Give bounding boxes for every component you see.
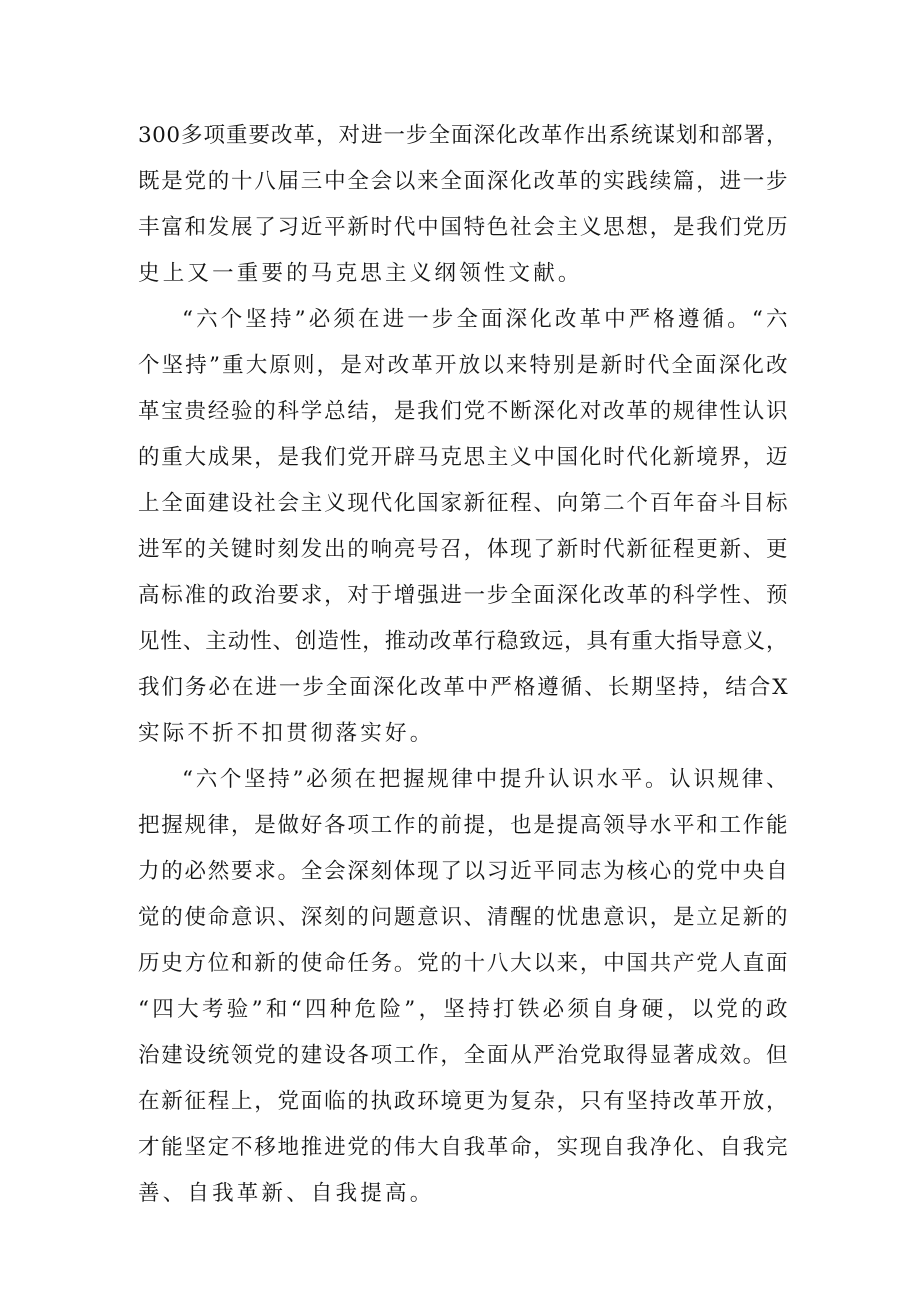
text-line: 才能坚定不移地推进党的伟大自我革命，实现自我净化、自我完: [138, 1135, 788, 1160]
text-line: 实际不折不扣贯彻落实好。: [138, 721, 435, 746]
text-line: “六个坚持”必须在把握规律中提升认识水平。认识规律、: [182, 767, 788, 792]
text-line: 觉的使命意识、深刻的问题意识、清醒的忧患意识，是立足新的: [138, 905, 788, 930]
text-line: 我们务必在进一步全面深化改革中严格遵循、长期坚持，结合X: [138, 675, 788, 700]
text-line: 高标准的政治要求，对于增强进一步全面深化改革的科学性、预: [138, 583, 788, 608]
paragraph-1: [138, 113, 788, 297]
text-line: 见性、主动性、创造性，推动改革行稳致远，具有重大指导意义，: [138, 629, 788, 654]
text-line: 力的必然要求。全会深刻体现了以习近平同志为核心的党中央自: [138, 859, 788, 884]
text-line: 个坚持”重大原则，是对改革开放以来特别是新时代全面深化改: [138, 353, 788, 378]
text-line: 的重大成果，是我们党开辟马克思主义中国化时代化新境界，迈: [138, 445, 788, 470]
text-line: 进军的关键时刻发出的响亮号召，体现了新时代新征程更新、更: [138, 537, 788, 562]
text-line: 治建设统领党的建设各项工作，全面从严治党取得显著成效。但: [138, 1043, 788, 1068]
text-line: “六个坚持”必须在进一步全面深化改革中严格遵循。“六: [182, 307, 788, 332]
text-line: 上全面建设社会主义现代化国家新征程、向第二个百年奋斗目标: [138, 491, 788, 516]
text-line: 把握规律，是做好各项工作的前提，也是提高领导水平和工作能: [138, 813, 788, 838]
text-line: 历史方位和新的使命任务。党的十八大以来，中国共产党人直面: [138, 951, 788, 976]
text-line: 既是党的十八届三中全会以来全面深化改革的实践续篇，进一步: [138, 169, 788, 194]
text-line: 在新征程上，党面临的执政环境更为复杂，只有坚持改革开放，: [138, 1089, 788, 1114]
text-line: “四大考验”和“四种危险”，坚持打铁必须自身硬，以党的政: [138, 997, 788, 1022]
paragraph-3: [138, 757, 788, 1217]
document-body: [138, 113, 788, 1217]
text-line: 革宝贵经验的科学总结，是我们党不断深化对改革的规律性认识: [138, 399, 788, 424]
text-line: 300多项重要改革，对进一步全面深化改革作出系统谋划和部署，: [138, 123, 788, 148]
text-line: 善、自我革新、自我提高。: [138, 1181, 435, 1206]
text-line: 丰富和发展了习近平新时代中国特色社会主义思想，是我们党历: [138, 215, 788, 240]
text-line: 史上又一重要的马克思主义纲领性文献。: [138, 261, 583, 286]
paragraph-2: [138, 297, 788, 757]
